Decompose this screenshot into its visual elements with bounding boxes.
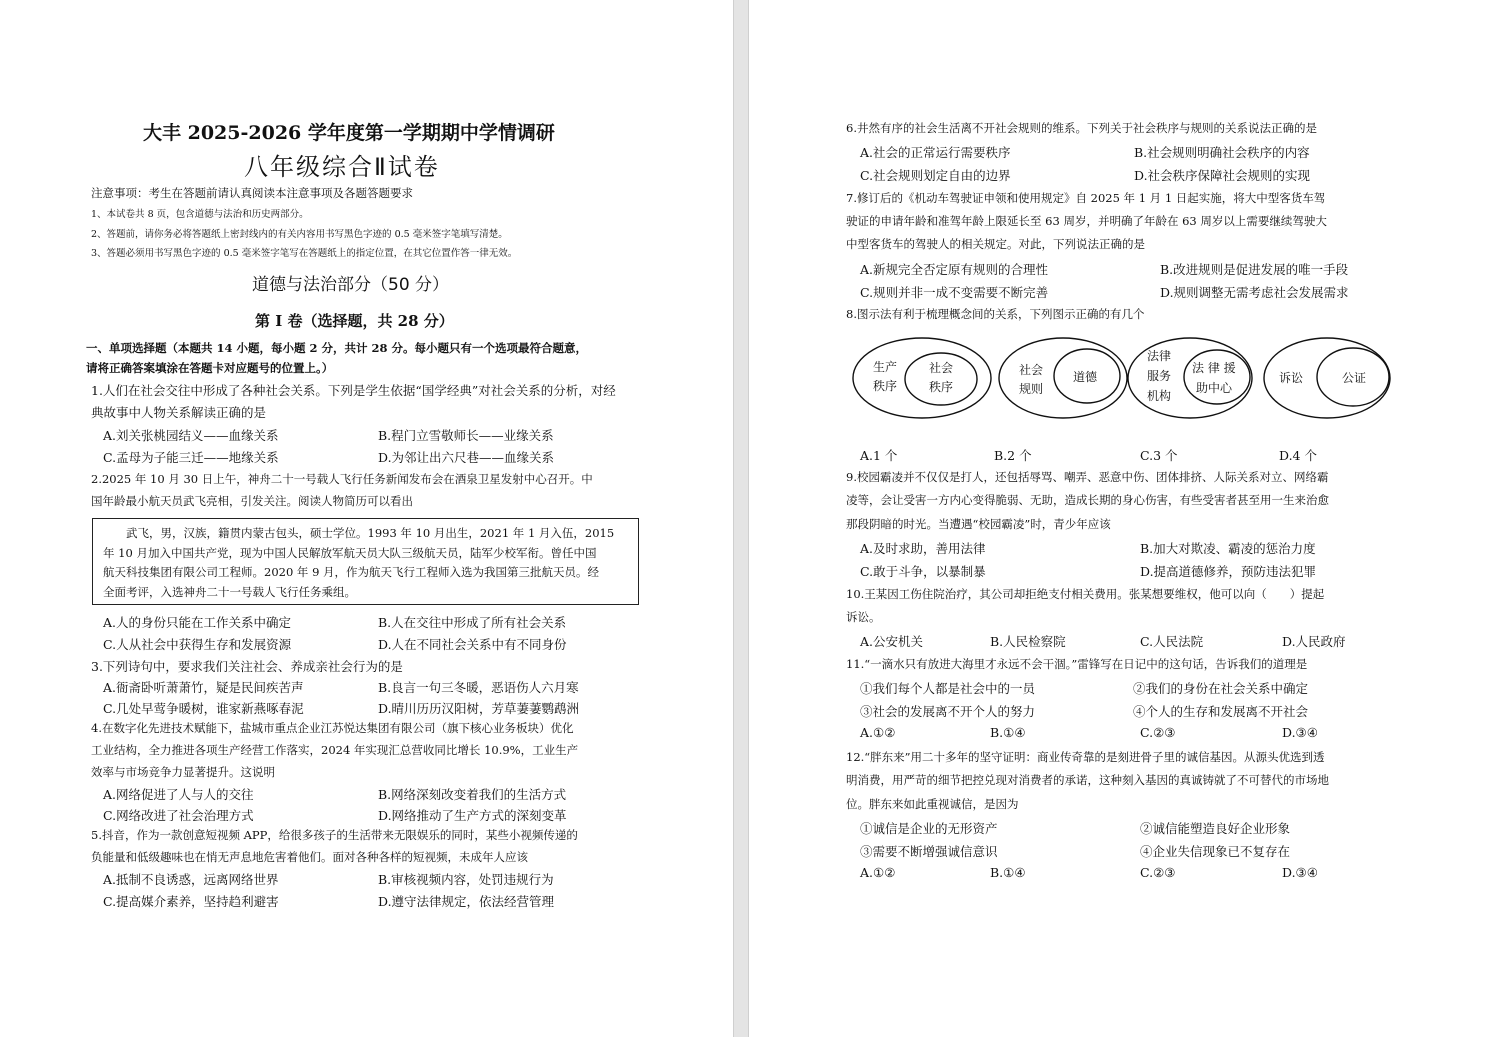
q10-stem: 诉讼。: [846, 610, 881, 624]
diagram-label: 诉讼: [1279, 371, 1304, 385]
q9-option-b: B.加大对欺凌、霸凌的惩治力度: [1140, 541, 1316, 556]
q9-stem: 9.校园霸凌并不仅仅是打人，还包括辱骂、嘲弄、恶意中伤、团体排挤、人际关系对立、网络霸: [846, 470, 1329, 484]
q12-option-a: A.①②: [860, 865, 896, 880]
q3-option-c: C.几处早莺争暖树，谁家新燕啄春泥: [103, 701, 304, 716]
q4-option-d: D.网络推动了生产方式的深刻变革: [378, 808, 567, 823]
exam-page-left: [0, 0, 733, 1037]
notice-title: 注意事项：考生在答题前请认真阅读本注意事项及各题答题要求: [91, 186, 413, 200]
q11-statement: ②我们的身份在社会关系中确定: [1133, 681, 1309, 696]
q11-stem: 11.“一滴水只有放进大海里才永远不会干涸。”雷锋写在日记中的这句话，告诉我们的道理是: [846, 657, 1308, 671]
q5-option-a: A.抵制不良诱惑，远离网络世界: [103, 872, 279, 887]
q10-option-a: A.公安机关: [860, 634, 924, 649]
q11-option-d: D.③④: [1282, 725, 1318, 740]
q6-option-a: A.社会的正常运行需要秩序: [860, 145, 1011, 160]
q2-option-d: D.人在不同社会关系中有不同身份: [378, 637, 567, 652]
q8-option-d: D.4 个: [1279, 448, 1317, 463]
q5-option-c: C.提高媒介素养，坚持趋利避害: [103, 894, 279, 909]
volume-title: 第 I 卷（选择题，共 28 分）: [255, 312, 454, 330]
q10-option-c: C.人民法院: [1140, 634, 1204, 649]
q1-option-a: A.刘关张桃园结义——血缘关系: [103, 428, 279, 443]
q2-option-a: A.人的身份只能在工作关系中确定: [103, 615, 292, 630]
q7-stem: 中型客货车的驾驶人的相关规定。对此，下列说法正确的是: [846, 237, 1145, 251]
diagram-label: 秩序: [873, 379, 898, 393]
instructions-line: 请将正确答案填涂在答题卡对应题号的位置上。）: [86, 361, 334, 375]
q1-option-b: B.程门立雪敬师长——业缘关系: [378, 428, 554, 443]
diagram-label: 法 律 援: [1192, 361, 1236, 375]
q11-statement: ③社会的发展离不开个人的努力: [860, 704, 1036, 719]
q8-diagram-4: [1264, 338, 1390, 418]
q3-option-b: B.良言一句三冬暖，恶语伤人六月寒: [378, 680, 579, 695]
q2-stem: 2.2025 年 10 月 30 日上午，神舟二十一号载人飞行任务新闻发布会在酒泉卫星发射中心召开。中: [91, 472, 593, 486]
q7-option-a: A.新规完全否定原有规则的合理性: [860, 262, 1049, 277]
q11-statement: ④个人的生存和发展离不开社会: [1133, 704, 1309, 719]
q3-stem: 3.下列诗句中，要求我们关注社会、养成亲社会行为的是: [91, 659, 403, 674]
q3-option-a: A.衙斋卧听萧萧竹，疑是民间疾苦声: [103, 680, 304, 695]
q8-diagram-3: [1128, 338, 1252, 418]
q9-stem: 那段阴暗的时光。当遭遇“校园霸凌”时，青少年应该: [846, 517, 1111, 531]
q9-stem: 凌等，会让受害一方内心变得脆弱、无助，造成长期的身心伤害，有些受害者甚至用一生来治愈: [846, 493, 1329, 507]
q7-stem: 7.修订后的《机动车驾驶证申领和使用规定》自 2025 年 1 月 1 日起实施，将大中型客货车驾: [846, 191, 1326, 205]
q11-option-b: B.①④: [990, 725, 1026, 740]
q4-stem: 4.在数字化先进技术赋能下，盐城市重点企业江苏悦达集团有限公司（旗下核心业务板块）优化: [91, 721, 574, 735]
q4-option-b: B.网络深刻改变着我们的生活方式: [378, 787, 567, 802]
q12-stem: 位。胖东来如此重视诚信，是因为: [846, 797, 1019, 811]
q10-option-b: B.人民检察院: [990, 634, 1066, 649]
q12-statement: ③需要不断增强诚信意识: [860, 844, 998, 859]
outer-ellipse: [999, 338, 1127, 418]
q12-option-c: C.②③: [1140, 865, 1176, 880]
outer-ellipse: [853, 338, 991, 418]
q12-stem: 12.“胖东来”用二十多年的坚守证明：商业传奇靠的是刻进骨子里的诚信基因。从源头优选到透: [846, 750, 1325, 764]
q12-option-d: D.③④: [1282, 865, 1318, 880]
diagram-label: 社会: [1019, 363, 1044, 377]
q3-option-d: D.晴川历历汉阳树，芳草萋萋鹦鹉洲: [378, 701, 580, 716]
q8-diagram-2: [999, 338, 1127, 418]
q7-option-c: C.规则并非一成不变需要不断完善: [860, 285, 1049, 300]
q8-stem: 8.图示法有利于梳理概念间的关系，下列图示正确的有几个: [846, 307, 1145, 321]
q9-option-d: D.提高道德修养，预防违法犯罪: [1140, 564, 1317, 579]
page-gutter: [733, 0, 749, 1037]
q11-option-c: C.②③: [1140, 725, 1176, 740]
q8-option-c: C.3 个: [1140, 448, 1178, 463]
q8-diagrams: [849, 330, 1394, 430]
q4-option-a: A.网络促进了人与人的交往: [103, 787, 254, 802]
diagram-label: 公证: [1342, 371, 1367, 385]
q4-stem: 效率与市场竞争力显著提升。这说明: [91, 765, 275, 779]
q1-stem: 典故事中人物关系解读正确的是: [91, 405, 267, 420]
q7-option-b: B.改进规则是促进发展的唯一手段: [1160, 262, 1349, 277]
diagram-label: 生产: [873, 360, 898, 374]
q5-option-d: D.遵守法律规定，依法经营管理: [378, 894, 555, 909]
instructions-line: 一、单项选择题（本题共 14 小题，每小题 2 分，共计 28 分。每小题只有一个选项最符合题意，: [86, 341, 588, 355]
diagram-label: 秩序: [929, 380, 954, 394]
resume-line: 全面考评，入选神舟二十一号载人飞行任务乘组。: [103, 584, 356, 599]
q11-option-a: A.①②: [860, 725, 896, 740]
q6-stem: 6.井然有序的社会生活离不开社会规则的维系。下列关于社会秩序与规则的关系说法正确的是: [846, 121, 1317, 135]
exam-page-right: [749, 0, 1486, 1037]
q2-stem: 国年龄最小航天员武飞亮相，引发关注。阅读人物简历可以看出: [91, 494, 413, 508]
q2-option-c: C.人从社会中获得生存和发展资源: [103, 637, 292, 652]
q1-option-d: D.为邻让出六尺巷——血缘关系: [378, 450, 555, 465]
q5-option-b: B.审核视频内容，处罚违规行为: [378, 872, 554, 887]
diagram-label: 道德: [1073, 370, 1098, 384]
q12-statement: ④企业失信现象已不复存在: [1140, 844, 1291, 859]
resume-line: 武飞，男，汉族，籍贯内蒙古包头，硕士学位。1993 年 10 月出生，2021 年 1 月入伍，2015: [126, 526, 615, 540]
q12-option-b: B.①④: [990, 865, 1026, 880]
q8-diagram-1: [853, 338, 991, 418]
q1-stem: 1.人们在社会交往中形成了各种社会关系。下列是学生依据“国学经典”对社会关系的分析，对经: [91, 383, 616, 398]
diagram-label: 法律: [1147, 349, 1172, 363]
resume-box: [92, 518, 639, 605]
notice-item: 3、答题必须用书写黑色字迹的 0.5 毫米签字笔写在答题纸上的指定位置，在其它位置作答一律无效。: [91, 248, 518, 259]
notice-item: 1、本试卷共 8 页，包含道德与法治和历史两部分。: [91, 209, 309, 220]
q10-stem: 10.王某因工伤住院治疗，其公司却拒绝支付相关费用。张某想要维权，他可以向（ ）提起: [846, 587, 1325, 601]
diagram-label: 助中心: [1196, 381, 1233, 395]
q11-statement: ①我们每个人都是社会中的一员: [860, 681, 1036, 696]
q7-option-d: D.规则调整无需考虑社会发展需求: [1160, 285, 1349, 300]
q4-stem: 工业结构，全力推进各项生产经营工作落实，2024 年实现汇总营收同比增长 10.9%，工业生产: [91, 743, 579, 757]
q1-option-c: C.孟母为子能三迁——地缘关系: [103, 450, 279, 465]
q12-statement: ①诚信是企业的无形资产: [860, 821, 998, 836]
q6-option-c: C.社会规则划定自由的边界: [860, 168, 1011, 183]
q2-option-b: B.人在交往中形成了所有社会关系: [378, 615, 567, 630]
exam-subtitle: 八年级综合Ⅱ试卷: [244, 153, 440, 181]
q12-statement: ②诚信能塑造良好企业形象: [1140, 821, 1291, 836]
q6-option-b: B.社会规则明确社会秩序的内容: [1134, 145, 1310, 160]
q6-option-d: D.社会秩序保障社会规则的实现: [1134, 168, 1311, 183]
resume-line: 航天科技集团有限公司工程师。2020 年 9 月，作为航天飞行工程师入选为我国第三批航天员。经: [103, 565, 600, 579]
q10-option-d: D.人民政府: [1282, 634, 1346, 649]
section-title: 道德与法治部分（50 分）: [252, 275, 450, 295]
q9-option-c: C.敢于斗争，以暴制暴: [860, 564, 986, 579]
q8-option-a: A.1 个: [860, 448, 898, 463]
diagram-label: 机构: [1147, 389, 1172, 403]
resume-line: 年 10 月加入中国共产党，现为中国人民解放军航天员大队三级航天员，陆军少校军衔。曾任中国: [103, 545, 597, 560]
q12-stem: 明消费，用严苛的细节把控兑现对消费者的承诺，这种刻入基因的真诚铸就了不可替代的市场地: [846, 773, 1329, 787]
q8-option-b: B.2 个: [994, 448, 1032, 463]
q5-stem: 5.抖音，作为一款创意短视频 APP，给很多孩子的生活带来无限娱乐的同时，某些小视频传递的: [91, 828, 578, 842]
q7-stem: 驶证的申请年龄和准驾年龄上限延长至 63 周岁，并明确了年龄在 63 周岁以上需要继续驾驶大: [846, 214, 1327, 228]
q4-option-c: C.网络改进了社会治理方式: [103, 808, 254, 823]
diagram-label: 规则: [1019, 382, 1044, 396]
notice-item: 2、答题前，请你务必将答题纸上密封线内的有关内容用书写黑色字迹的 0.5 毫米签字笔填写清楚。: [91, 229, 508, 240]
diagram-label: 社会: [929, 361, 954, 375]
q9-option-a: A.及时求助，善用法律: [860, 541, 986, 556]
inner-ellipse: [1184, 350, 1250, 404]
diagram-label: 服务: [1147, 369, 1172, 383]
exam-title: 大丰 2025-2026 学年度第一学期期中学情调研: [143, 122, 555, 144]
q5-stem: 负能量和低级趣味也在悄无声息地危害着他们。面对各种各样的短视频，未成年人应该: [91, 850, 528, 864]
